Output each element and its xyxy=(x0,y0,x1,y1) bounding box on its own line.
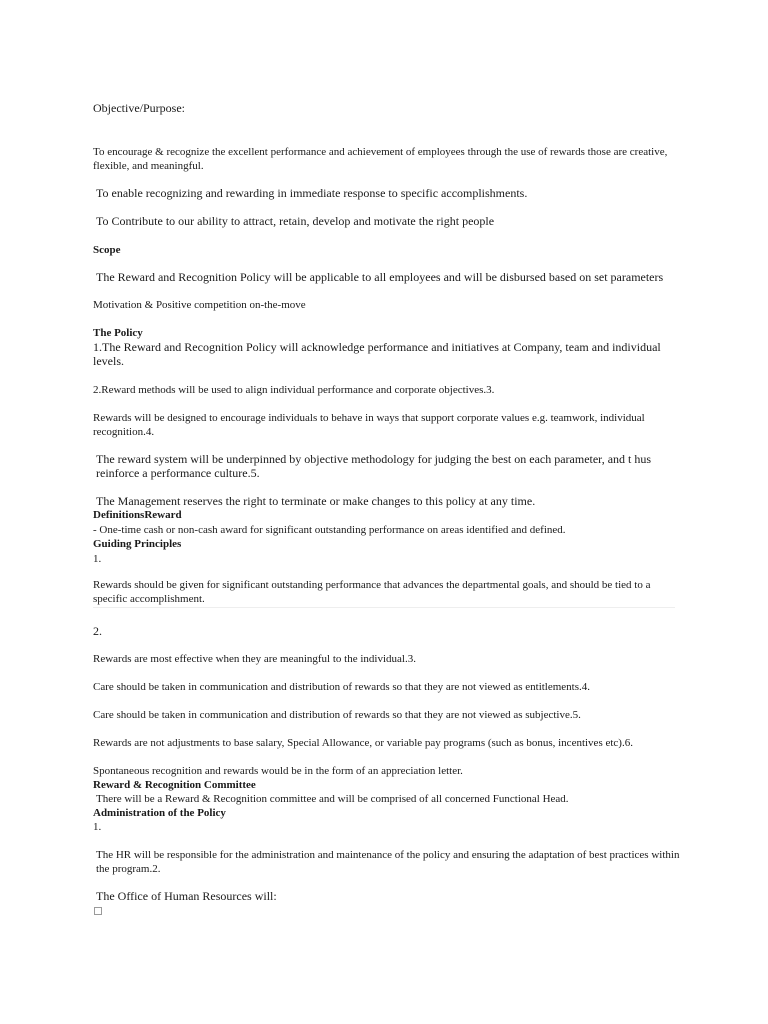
guiding-principles-heading: Guiding Principles xyxy=(93,538,182,550)
guiding-principle-6: Spontaneous recognition and rewards would be in the form of an appreciation letter. xyxy=(93,765,463,777)
administration-number-1: 1. xyxy=(93,821,102,833)
guiding-principle-4: Care should be taken in communication and distribution of rewards so that they are not viewed as subjective.5. xyxy=(93,709,581,721)
policy-item-3: Rewards will be designed to encourage individuals to behave in ways that support corporate values e.g. teamwork, individual recognition.4. xyxy=(93,412,645,438)
objective-paragraph-2: To enable recognizing and rewarding in immediate response to specific accomplishments. xyxy=(96,186,528,200)
policy-item-5: The Management reserves the right to terminate or make changes to this policy at any time. xyxy=(96,494,536,508)
objective-paragraph-1: To encourage & recognize the excellent performance and achievement of employees through the use of rewards those are creative, flexible, and meaningful. xyxy=(93,146,668,172)
committee-heading: Reward & Recognition Committee xyxy=(93,779,256,791)
policy-item-4: The reward system will be underpinned by objective methodology for judging the best on each parameter, and t hus reinforce a performance culture.5. xyxy=(96,452,652,480)
guiding-principle-2: Rewards are most effective when they are meaningful to the individual.3. xyxy=(93,653,416,665)
policy-heading: The Policy xyxy=(93,327,143,339)
bullet-checkbox-icon xyxy=(94,907,102,915)
committee-paragraph: There will be a Reward & Recognition committee and will be comprised of all concerned Functional Head. xyxy=(96,793,569,805)
guiding-principle-3: Care should be taken in communication and distribution of rewards so that they are not viewed as entitlements.4. xyxy=(93,681,591,693)
scope-heading: Scope xyxy=(93,244,121,256)
administration-item-2: The Office of Human Resources will: xyxy=(96,889,277,903)
scope-paragraph: The Reward and Recognition Policy will be applicable to all employees and will be disbursed based on set parameters xyxy=(96,270,664,284)
objective-paragraph-3: To Contribute to our ability to attract, retain, develop and motivate the right people xyxy=(96,214,495,228)
objective-heading: Objective/Purpose: xyxy=(93,101,185,115)
guiding-number-2: 2. xyxy=(93,624,102,638)
guiding-number-1: 1. xyxy=(93,553,102,565)
guiding-principle-1: Rewards should be given for significant outstanding performance that advances the departmental goals, and should be tied to a specific accomplishment. xyxy=(93,579,651,605)
motivation-paragraph: Motivation & Positive competition on-the-move xyxy=(93,299,306,311)
definitions-heading: DefinitionsReward xyxy=(93,509,182,521)
policy-item-2: 2.Reward methods will be used to align individual performance and corporate objectives.3. xyxy=(93,384,495,396)
section-divider xyxy=(93,607,675,608)
administration-heading: Administration of the Policy xyxy=(93,807,226,819)
definitions-paragraph: - One-time cash or non-cash award for significant outstanding performance on areas identified and defined. xyxy=(93,524,566,536)
administration-item-1: The HR will be responsible for the administration and maintenance of the policy and ensuring the adaptation of best practices within the program.2. xyxy=(96,849,680,875)
guiding-principle-5: Rewards are not adjustments to base salary, Special Allowance, or variable pay programs (such as bonus, incentives etc).6. xyxy=(93,737,633,749)
policy-item-1: 1.The Reward and Recognition Policy will acknowledge performance and initiatives at Company, team and individual levels. xyxy=(93,340,661,368)
